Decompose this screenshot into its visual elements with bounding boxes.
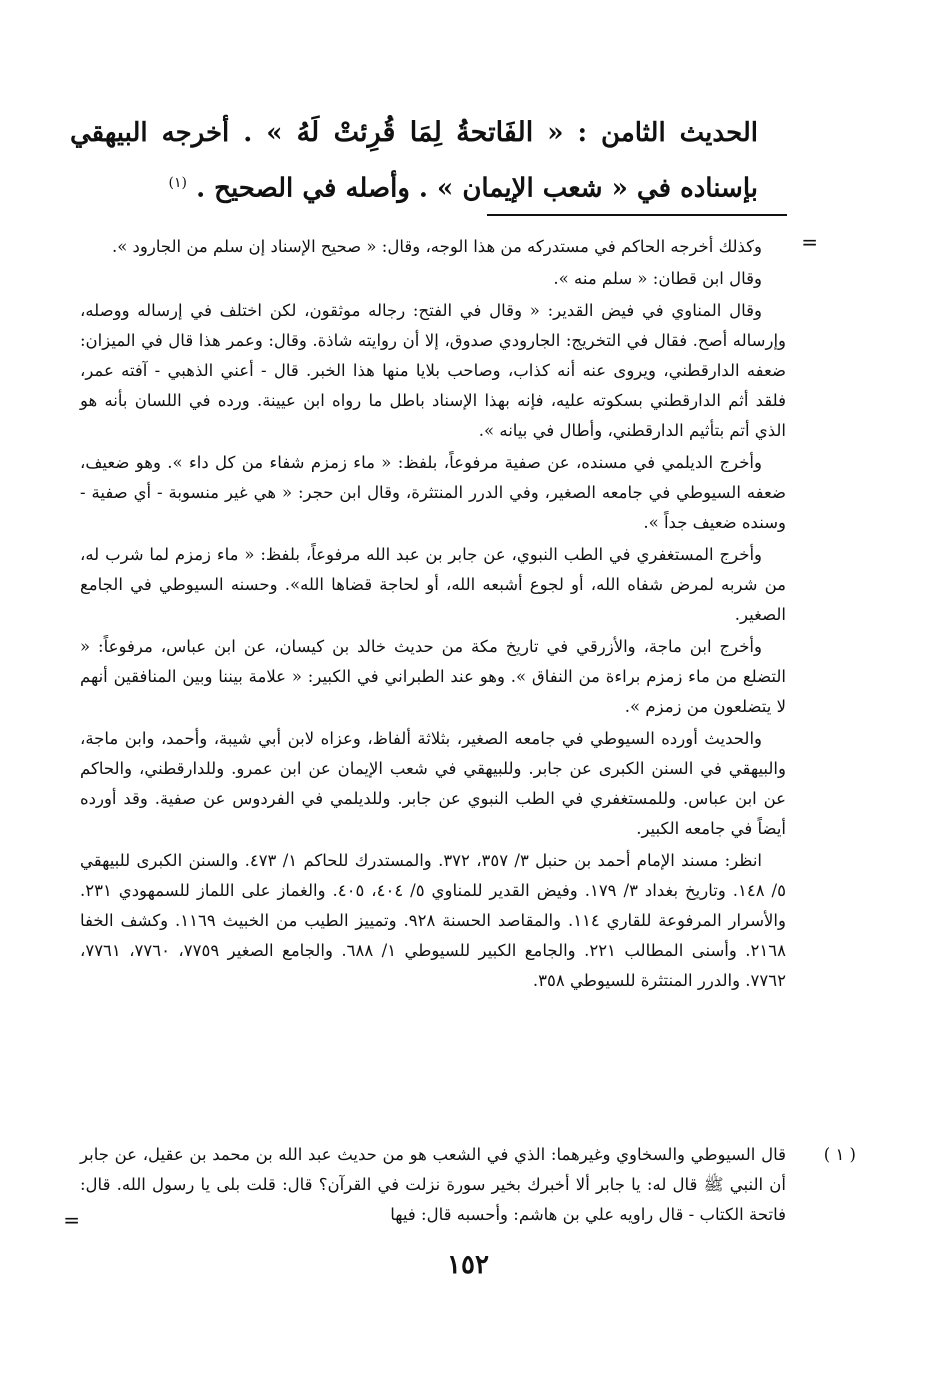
footnote-paragraph: والحديث أورده السيوطي في جامعه الصغير، بثلاثة ألفاظ، وعزاه لابن أبي شيبة، وأحمد، وابن ماجة، والبيهقي في السنن الكبرى عن جابر. وللبيهقي في شعب الإيمان عن ابن عمرو. وللدارقطني، والحاكم عن ابن عباس. وللمستغفري في الطب النبوي عن جابر. وللديلمي في الفردوس عن صفية. وقد أورده أيضاً في جامعه الكبير. [80, 729, 786, 838]
footnote-paragraph: وكذلك أخرجه الحاكم في مستدركه من هذا الوجه، وقال: « صحيح الإسناد إن سلم من الجارود ». [111, 237, 762, 256]
footnote-1 [80, 1140, 856, 1230]
footnote-paragraph: انظر: مسند الإمام أحمد بن حنبل ٣/ ٣٥٧، ٣٧٢. والمستدرك للحاكم ١/ ٤٧٣. والسنن الكبرى للبيهقي ٥/ ١٤٨. وتاريخ بغداد ٣/ ١٧٩. وفيض القدير للمناوي ٥/ ٤٠٤، ٤٠٥. والغماز على اللماز للسمهودي ٢٣١. والأسرار المرفوعة للقاري ١١٤. والمقاصد الحسنة ٩٢٨. وتمييز الطيب من الخبيث ١١٦٩. وكشف الخفا ٢١٦٨. وأسنى المطالب ٢٢١. والجامع الكبير للسيوطي ١/ ٦٨٨. والجامع الصغير ٧٧٥٩، ٧٧٦٠، ٧٧٦١، ٧٧٦٢. والدرر المنتثرة للسيوطي ٣٥٨. [80, 851, 786, 990]
footnotes-continued [80, 232, 786, 998]
continuation-mark-bottom: = [63, 1208, 80, 1232]
footnote-1-text: قال السيوطي والسخاوي وغيرهما: الذي في الشعب هو من حديث عبد الله بن محمد بن عقيل، عن جابر أن النبي ﷺ قال له: يا جابر ألا أخبرك بخير سورة نزلت في القرآن؟ قال: قلت بلى يا رسول الله. قال: فاتحة الكتاب - قال راويه علي بن هاشم: وأحسبه قال: فيها [80, 1145, 786, 1224]
hadith-prefix: الحديث الثامن : [577, 118, 758, 148]
footnote-paragraph: وأخرج المستغفري في الطب النبوي، عن جابر بن عبد الله مرفوعاً، بلفظ: « ماء زمزم لما شرب له، من شربه لمرض شفاه الله، أو لجوع أشبعه الله، أو لحاجة قضاها الله». وحسنه السيوطي في الجامع الصغير. [80, 545, 786, 624]
footnote-paragraph: وأخرج ابن ماجة، والأزرقي في تاريخ مكة من حديث خالد بن كيسان، عن ابن عباس، مرفوعاً: « التضلع من ماء زمزم براءة من النفاق ». وهو عند الطبراني في الكبير: « علامة بيننا وبين المنافقين أنهم لا يتضلعون من زمزم ». [80, 637, 786, 716]
footnote-paragraph: وأخرج الديلمي في مسنده، عن صفية مرفوعاً، بلفظ: « ماء زمزم شفاء من كل داء ». وهو ضعيف، ضعفه السيوطي في جامعه الصغير، وفي الدرر المنتثرة، وقال ابن حجر: « هي غير منسوبة - أي صفية - وسنده ضعيف جداً ». [80, 453, 786, 532]
footnote-1-number: ( ١ ) [823, 1145, 856, 1164]
page-number: ١٥٢ [447, 1250, 489, 1280]
open-quote: « [547, 118, 564, 148]
footnote-paragraph: وقال المناوي في فيض القدير: « وقال في الفتح: رجاله موثقون، لكن اختلف في إرساله ووصله، وإرساله أصح. فقال في التخريج: الجارودي صدوق، إلا أن روايته شاذة. وقال: وعمر هذا قال في الميزان: ضعفه الدارقطني، ويروى عنه أنه كذاب، وصاحب بلايا منها هذا الخبر. قال - أعني الذهبي - آفته عمر، فلقد أثم الدارقطني بسكوته عليه، فإنه بهذا الإسناد باطل ما رواه ابن عيينة. ورده في اللسان بأنه هو الذي أتم بتأثيم الدارقطني، وأطال في بيانه ». [80, 301, 786, 440]
continuation-mark: = [801, 230, 818, 254]
main-text [70, 108, 758, 214]
hadith-text: الفَاتحةُ لِمَا قُرِئتْ لَهُ [296, 117, 534, 148]
footnote-paragraph: وقال ابن قطان: « سلم منه ». [553, 269, 762, 288]
hadith-suffix: » . أخرجه البيهقي بإسناده في « شعب الإيمان » . وأصله في الصحيح . [70, 118, 758, 204]
footnote-reference[interactable]: (١) [168, 175, 187, 191]
footnote-separator [487, 214, 787, 216]
